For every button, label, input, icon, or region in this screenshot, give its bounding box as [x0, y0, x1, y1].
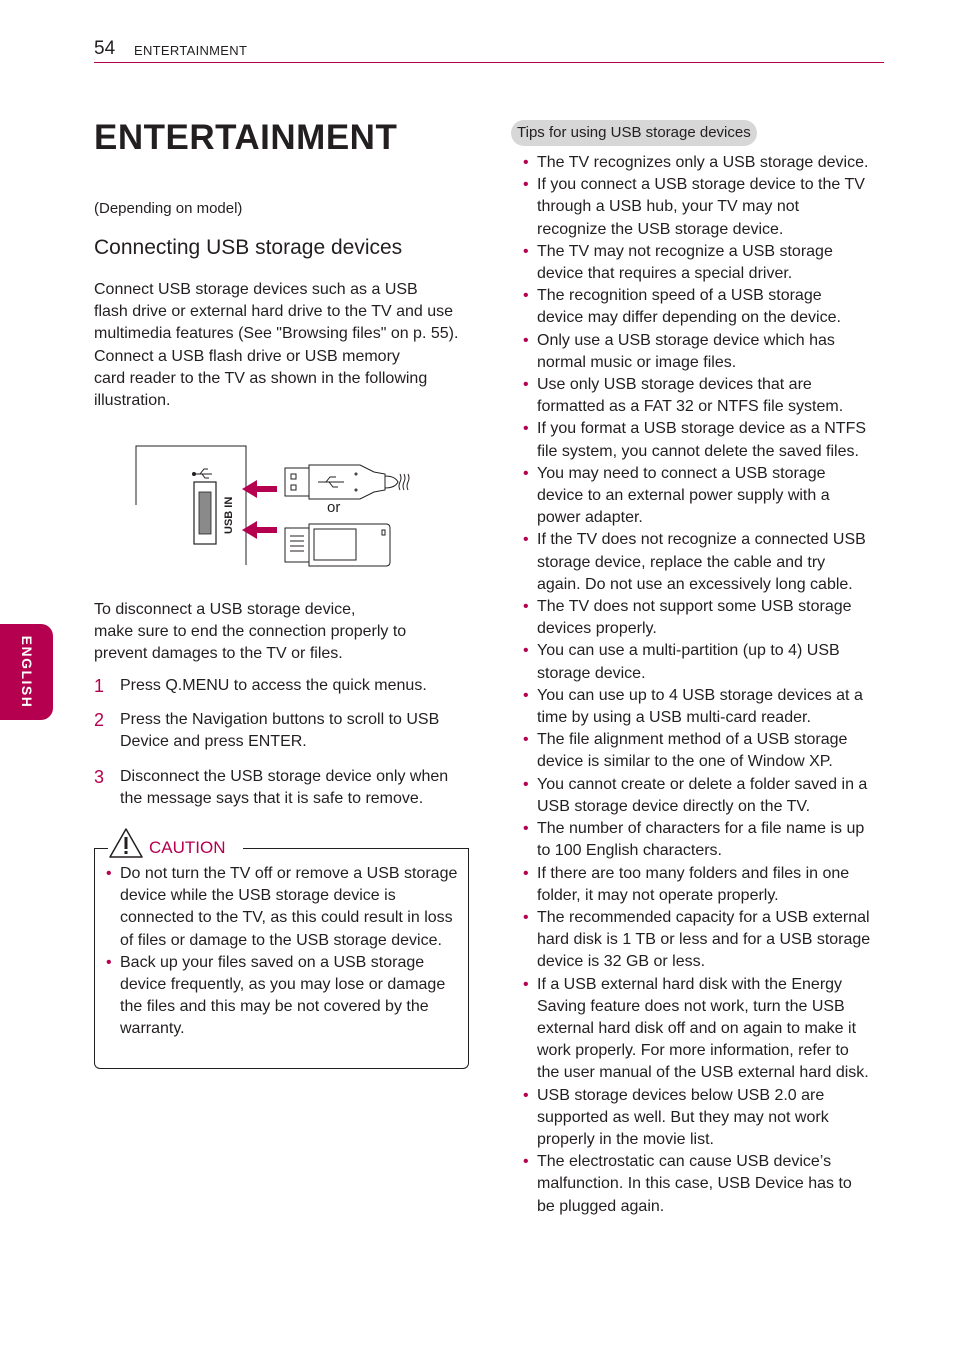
caution-item: • Do not turn the TV off or remove a USB storage device while the USB storage device is connected to the TV, as this could result in loss of files or damage to the USB storage device.	[104, 863, 459, 952]
usb-in-label: USB IN	[223, 496, 235, 534]
tip-item: • USB storage devices below USB 2.0 are supported as well. But they may not work properly in the movie list.	[521, 1085, 871, 1152]
caution-border	[243, 848, 468, 849]
step-item	[94, 709, 474, 753]
tip-item: • If you connect a USB storage device to the TV through a USB hub, your TV may not recognize the USB storage device.	[521, 174, 871, 241]
tip-item: • The file alignment method of a USB storage device is similar to the one of Window XP.	[521, 729, 871, 773]
intro-line: card reader to the TV as shown in the following	[94, 369, 428, 387]
caution-border	[94, 848, 108, 849]
step-number: 3	[94, 766, 105, 787]
intro-line: multimedia features (See "Browsing files" on p. 55).	[94, 325, 459, 343]
warning-icon	[108, 827, 144, 859]
usb-symbol-icon	[193, 469, 213, 478]
step-text: to access the quick menus.	[229, 677, 427, 694]
usb-cable-icon	[285, 465, 409, 499]
step-text: and press	[168, 733, 249, 751]
step-item	[94, 766, 474, 810]
arrow-icon	[242, 480, 277, 539]
step-text: Press	[120, 677, 166, 694]
tip-item: • If there are too many folders and files in one folder, it may not operate properly.	[521, 863, 871, 907]
step-key: Q.MENU	[165, 677, 230, 694]
section-subtitle: Connecting USB storage devices	[94, 236, 403, 259]
intro-line: illustration.	[94, 392, 171, 410]
language-tab	[0, 624, 53, 720]
page-title: ENTERTAINMENT	[94, 118, 398, 157]
header-section: ENTERTAINMENT	[134, 43, 248, 58]
intro-line: flash drive or external hard drive to the TV and use	[94, 303, 454, 321]
tip-item: • The recognition speed of a USB storage device may differ depending on the device.	[521, 285, 871, 329]
step-item	[94, 675, 474, 697]
tip-item: • You may need to connect a USB storage device to an external power supply with a power adapter.	[521, 463, 871, 530]
tip-item: • You can use a multi-partition (up to 4) USB storage device.	[521, 640, 871, 684]
step-key: ENTER	[248, 733, 303, 751]
tips-list	[521, 152, 871, 1218]
disconnect-line: To disconnect a USB storage device,	[94, 601, 356, 618]
disconnect-steps	[94, 675, 474, 822]
disconnect-line: prevent damages to the TV or files.	[94, 645, 343, 663]
caution-label: CAUTION	[149, 838, 226, 857]
tip-item: • You cannot create or delete a folder saved in a USB storage device directly on the TV.	[521, 774, 871, 818]
intro-line: Connect a USB flash drive or USB memory	[94, 347, 400, 365]
tip-item: • You can use up to 4 USB storage devices at a time by using a USB multi-card reader.	[521, 685, 871, 729]
caution-list	[104, 863, 459, 1041]
or-label: or	[327, 499, 341, 516]
disconnect-paragraph	[94, 599, 474, 666]
usb-connection-illustration	[130, 440, 410, 572]
tip-item: • The recommended capacity for a USB external hard disk is 1 TB or less and for a USB storage device is 32 GB or less.	[521, 907, 871, 974]
tip-item: • If the TV does not recognize a connected USB storage device, replace the cable and try again. Do not use an excessively long cable.	[521, 529, 871, 596]
step-key: USB Device	[120, 711, 440, 751]
tip-item: • If you format a USB storage device as a NTFS file system, you cannot delete the saved files.	[521, 418, 871, 462]
tips-badge: Tips for using USB storage devices	[511, 120, 757, 146]
memory-card-reader-icon	[285, 524, 390, 566]
tip-item: • If a USB external hard disk with the Energy Saving feature does not work, turn the USB external hard disk off and on again to make it work properly. For more information, refer to the user manual of the USB external hard disk.	[521, 974, 871, 1085]
step-text: Disconnect the USB storage device only when the message says that it is safe to remove.	[120, 767, 449, 807]
tip-item: • The TV may not recognize a USB storage device that requires a special driver.	[521, 241, 871, 285]
step-number: 2	[94, 710, 105, 731]
tip-item: • The TV does not support some USB storage devices properly.	[521, 596, 871, 640]
header-rule	[94, 62, 884, 63]
step-text: Press the Navigation buttons to scroll to	[120, 711, 407, 729]
step-number: 1	[94, 676, 105, 696]
tip-item: • Only use a USB storage device which has normal music or image files.	[521, 330, 871, 374]
intro-paragraph	[94, 279, 474, 412]
tip-item: • The TV recognizes only a USB storage device.	[521, 152, 871, 174]
tip-item: • Use only USB storage devices that are formatted as a FAT 32 or NTFS file system.	[521, 374, 871, 418]
step-text: .	[302, 733, 307, 751]
tip-item: • The number of characters for a file name is up to 100 English characters.	[521, 818, 871, 862]
page-number: 54	[94, 38, 116, 59]
language-tab-label: ENGLISH	[18, 635, 35, 709]
disconnect-line: make sure to end the connection properly to	[94, 623, 407, 641]
model-note: (Depending on model)	[94, 200, 243, 217]
intro-line: Connect USB storage devices such as a USB	[94, 281, 418, 298]
caution-item: • Back up your files saved on a USB storage device frequently, as you may lose or damage the files and this may be not covered by the warranty.	[104, 952, 459, 1041]
tip-item: • The electrostatic can cause USB device’s malfunction. In this case, USB Device has to be plugged again.	[521, 1151, 871, 1218]
